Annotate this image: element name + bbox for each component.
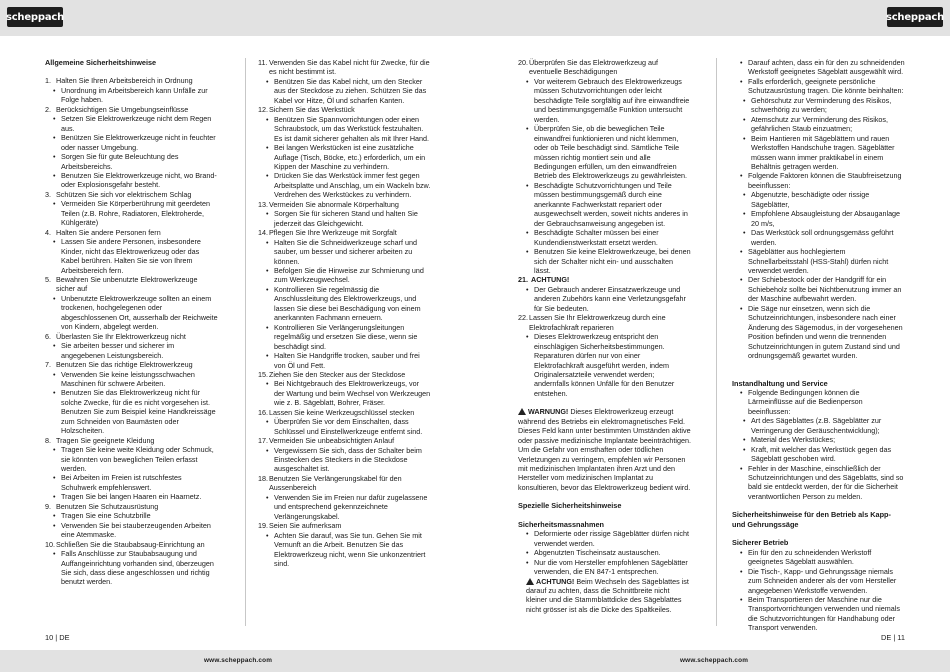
item-text: Beschädigte Schutzvorrichtungen und Teile müssen bestimmungsgemäß durch eine anerkannte Fachwerkstatt repariert oder ausgewechselt werden, soweit nichts anderes in der Gebrauchsanweisung angegeben ist.: [534, 180, 688, 228]
item-marker: •: [266, 445, 269, 455]
item-marker: 11.: [258, 58, 268, 67]
item-marker: 16.: [258, 407, 268, 417]
item-text: Lassen Sie Ihr Elektrowerkzeug durch eine Elektrofachkraft reparieren: [529, 313, 666, 332]
item-marker: •: [53, 341, 56, 351]
numbered-item: [518, 58, 691, 77]
item-marker: 5.: [45, 274, 51, 284]
numbered-item: [258, 474, 431, 493]
bullet-item: [732, 134, 905, 172]
item-marker: •: [740, 171, 743, 181]
subsection-heading: Sicherer Betrieb: [732, 538, 789, 548]
item-text: Die Säge nur einsetzen, wenn sich die Schutzeinrichtungen, insbesondere nach einer Änderung des Sägemodus, in der vorgesehenen Position befinden und wenn die trennenden Schutzeinrichtungen in gutem Zustand sind und ordnungsgemäß gewartet wurden.: [748, 303, 903, 361]
item-marker: •: [53, 237, 56, 247]
item-marker: •: [266, 143, 269, 153]
item-marker: •: [740, 76, 743, 86]
item-text: Verwenden Sie keine leistungsschwachen Maschinen für schwere Arbeiten.: [61, 369, 195, 388]
item-marker: •: [266, 322, 269, 332]
bullet-item: [45, 388, 218, 435]
item-text: Vermeiden Sie Körperberührung mit geerdeten Teilen (z.B. Rohre, Radiatoren, Elektroherde, Kühlgeräte): [61, 199, 211, 228]
achtung-label: ACHTUNG!: [536, 576, 575, 586]
bullet-item: [45, 492, 218, 501]
bullet-item: [258, 285, 431, 323]
item-marker: 3.: [45, 189, 51, 199]
item-marker: •: [526, 548, 529, 558]
item-text: Kraft, mit welcher das Werkstück gegen das Sägeblatt geschoben wird.: [751, 444, 892, 464]
item-marker: •: [743, 444, 746, 454]
bullet-item: [45, 511, 218, 520]
item-marker: •: [53, 511, 56, 521]
numbered-item: [258, 105, 431, 114]
bullet-item: [732, 228, 905, 247]
item-text: Halten Sie andere Personen fern: [56, 227, 161, 237]
bullet-item: [45, 171, 218, 190]
brand-logo-right: scheppach: [887, 7, 943, 27]
item-marker: •: [740, 275, 743, 285]
item-marker: •: [53, 520, 56, 530]
bullet-item: [258, 323, 431, 351]
column-2: [258, 58, 431, 568]
item-marker: 20.: [518, 58, 528, 67]
item-text: Unbenutzte Elektrowerkzeuge sollten an einem trockenen, hochgelegenen oder abgeschlossenen Ort, ausserhalb der Reichweite von Kindern, abgelegt werden.: [61, 293, 218, 332]
bullet-item: [258, 238, 431, 266]
bullet-item: [258, 209, 431, 228]
bullet-item: [45, 521, 218, 540]
item-marker: •: [266, 114, 269, 124]
bullet-item: [518, 247, 691, 275]
item-marker: 17.: [258, 436, 268, 446]
item-marker: 7.: [45, 360, 51, 370]
item-text: Benutzen Sie Verlängerungskabel für den Aussenbereich: [269, 473, 402, 493]
item-text: Abgenutzten Tischeinsatz austauschen.: [534, 548, 661, 558]
item-text: Falls erforderlich, geeignete persönliche Schutzausrüstung tragen. Die könnte beinhalten:: [748, 76, 904, 96]
item-marker: •: [526, 332, 529, 342]
item-text: Benutzen Sie das richtige Elektrowerkzeug: [56, 360, 193, 370]
item-text: Vergewissern Sie sich, dass der Schalter beim Einstecken des Steckers in die Steckdose ausgeschaltet ist.: [274, 445, 422, 474]
bullet-item: [732, 77, 905, 96]
item-text: Abgenutzte, beschädigte oder rissige Sägeblätter,: [751, 190, 870, 209]
item-text: Sägeblätter aus hochlegiertem Schnellarbeitsstahl (HSS-Stahl) dürfen nicht verwendet werden.: [748, 247, 889, 275]
item-text: Vor weiterem Gebrauch des Elektrowerkzeugs müssen Schutzvorrichtungen oder leicht beschädigte Teile sorgfältig auf ihre einwandfreie und bestimmungsgemäße Funktion untersucht werden.: [534, 76, 690, 124]
item-marker: 2.: [45, 104, 51, 114]
column-divider: [245, 58, 246, 626]
warning-paragraph: [518, 407, 691, 492]
item-marker: •: [740, 58, 743, 67]
item-marker: 21.: [518, 275, 528, 285]
item-marker: •: [743, 190, 746, 200]
item-marker: •: [53, 473, 56, 483]
brand-logo-left: scheppach: [7, 7, 63, 27]
bullet-item: [258, 417, 431, 436]
bullet-item: [732, 58, 905, 77]
item-marker: •: [266, 237, 269, 247]
item-marker: •: [740, 463, 743, 473]
bullet-item: [258, 143, 431, 171]
item-text: Benützen Sie Elektrowerkzeuge nicht in feuchter oder nasser Umgebung.: [61, 133, 216, 152]
item-marker: •: [53, 445, 56, 455]
bullet-item: [258, 351, 431, 370]
item-text: Dieses Elektrowerkzeug entspricht den einschlägigen Sicherheitsbestimmungen. Reparaturen dürfen nur von einer Elektrofachkraft ausgeführt werden, indem Originalersatzteile verwendet werden; andernfalls können Unfälle für den Benutzer entstehen.: [534, 332, 675, 398]
item-marker: •: [53, 293, 56, 303]
item-text: Setzen Sie Elektrowerkzeuge nicht dem Regen aus.: [61, 114, 212, 133]
bullet-item: [732, 115, 905, 134]
item-text: Drücken Sie das Werkstück immer fest gegen Arbeitsplatte und Anschlag, um ein Wackeln bzw. Verdrehen des Werkstückes zu verhindern.: [274, 171, 431, 200]
item-text: Halten Sie die Schneidwerkzeuge scharf und sauber, um besser und sicherer arbeiten zu können.: [274, 237, 418, 266]
item-text: Beschädigte Schalter müssen bei einer Kundendienstwerkstatt ersetzt werden.: [534, 228, 659, 247]
item-text: Folgende Faktoren können die Staubfreisetzung beeinflussen:: [748, 171, 902, 190]
achtung-paragraph: [518, 577, 691, 615]
bullet-item: [45, 473, 218, 492]
bullet-item: [45, 445, 218, 473]
subsection-heading: Sicherheitsmassnahmen: [518, 519, 604, 529]
numbered-item: [45, 275, 218, 294]
item-marker: •: [53, 133, 56, 143]
item-text: Atemschutz zur Verminderung des Risikos, gefährlichen Staub einzuatmen;: [751, 114, 889, 134]
item-text: Tragen Sie keine weite Kleidung oder Schmuck, sie könnten von beweglichen Teilen erfasst werden.: [61, 445, 214, 474]
bullet-item: [45, 341, 218, 360]
item-text: Darauf achten, dass ein für den zu schneidenden Werkstoff geeignetes Sägeblatt ausgewählt wird.: [748, 58, 905, 77]
item-text: Das Werkstück soll ordnungsgemäss geführt werden.: [751, 228, 894, 247]
item-text: Befolgen Sie die Hinweise zur Schmierung und zum Werkzeugwechsel.: [274, 265, 424, 285]
bullet-item: [518, 285, 691, 313]
bullet-item: [732, 464, 905, 502]
item-marker: •: [740, 547, 743, 557]
bullet-item: [518, 558, 691, 577]
bullet-item: [258, 266, 431, 285]
item-marker: •: [266, 351, 269, 361]
bullet-item: [45, 370, 218, 389]
bullet-item: [732, 435, 905, 444]
numbered-item: [258, 521, 431, 530]
item-marker: •: [53, 549, 56, 559]
item-text: Sorgen Sie für sicheren Stand und halten Sie jederzeit das Gleichgewicht.: [274, 209, 418, 228]
bullet-item: [732, 275, 905, 303]
item-marker: •: [743, 133, 746, 143]
section-heading: Sicherheitshinweise für den Betrieb als Kapp- und Gehrungssäge: [732, 510, 891, 529]
item-marker: 1.: [45, 76, 51, 86]
item-marker: •: [266, 265, 269, 275]
item-text: Sie arbeiten besser und sicherer im angegebenen Leistungsbereich.: [61, 341, 175, 360]
item-text: Unordnung im Arbeitsbereich kann Unfälle zur Folge haben.: [61, 85, 208, 105]
column-3: [518, 58, 691, 614]
item-text: Benutzen Sie Schutzausrüstung: [56, 501, 159, 511]
numbered-item: [45, 502, 218, 511]
item-text: Fehler in der Maschine, einschließlich der Schutzeinrichtungen und des Sägeblatts, sind so bald sie entdeckt werden, der für die Sicherheit verantwortlichen Person zu melden.: [748, 463, 904, 501]
item-marker: •: [740, 566, 743, 576]
item-text: Verwenden Sie bei stauberzeugenden Arbeiten eine Atemmaske.: [61, 520, 211, 540]
item-text: Verwenden Sie das Kabel nicht für Zwecke, für die es nicht bestimmt ist.: [269, 58, 430, 77]
item-marker: •: [740, 595, 743, 605]
item-marker: •: [53, 152, 56, 162]
bullet-item: [518, 228, 691, 247]
item-marker: •: [53, 199, 56, 209]
numbered-item: [258, 200, 431, 209]
numbered-item: [45, 436, 218, 445]
item-marker: •: [526, 180, 529, 190]
item-text: Tragen Sie geeignete Kleidung: [56, 435, 155, 445]
item-text: Bei Arbeiten im Freien ist rutschfestes Schuhwerk empfehlenswert.: [61, 473, 182, 492]
item-marker: 6.: [45, 331, 51, 341]
item-text: Kontrollieren Sie regelmässig die Anschlussleitung des Elektrowerkzeugs, und lassen Sie diese bei Beschädigung von einem anerkannten Fachmann erneuern.: [274, 284, 421, 323]
bullet-item: [732, 304, 905, 361]
item-text: Vermeiden Sie unbeabsichtigten Anlauf: [269, 436, 395, 446]
item-marker: •: [743, 416, 746, 426]
numbered-item: [258, 228, 431, 237]
numbered-item: [45, 360, 218, 369]
item-marker: 13.: [258, 199, 268, 209]
item-marker: •: [526, 76, 529, 86]
item-text: Benutzen Sie Elektrowerkzeuge nicht, wo Brand- oder Explosionsgefahr besteht.: [61, 170, 217, 190]
item-text: Überprüfen Sie, ob die beweglichen Teile einwandfrei funktionieren und nicht klemmen, oder ob Teile beschädigt sind. Sämtliche Teile müssen richtig montiert sein und alle Bedingungen erfüllen, um den einwandfreien Betrieb des Elektrowerkzeugs zu gewährleisten.: [534, 124, 688, 181]
item-marker: •: [53, 85, 56, 95]
item-text: Schützen Sie sich vor elektrischem Schlag: [56, 189, 192, 199]
numbered-item: [258, 408, 431, 417]
item-text: Bewahren Sie unbenutzte Elektrowerkzeuge sicher auf: [56, 274, 198, 294]
numbered-item: [258, 58, 431, 77]
item-text: Bei langen Werkstücken ist eine zusätzliche Auflage (Tisch, Böcke, etc.) erforderlich, um ein Kippen der Maschine zu verhindern.: [274, 143, 426, 171]
item-marker: •: [266, 530, 269, 540]
warning-icon: [526, 578, 534, 585]
column-divider: [716, 58, 717, 626]
bullet-item: [732, 416, 905, 435]
item-marker: •: [740, 247, 743, 257]
column-4: [732, 58, 905, 633]
item-text: Der Schiebestock oder der Handgriff für ein Schiebeholz sollte bei Nichtbenutzung immer an der Maschine aufbewahrt werden.: [748, 275, 902, 304]
section-heading: Instandhaltung und Service: [732, 378, 828, 388]
item-marker: •: [53, 369, 56, 379]
item-text: Sichern Sie das Werkstück: [269, 105, 355, 115]
item-text: Benützen Sie Spannvorrichtungen oder einen Schraubstock, um das Werkstück festzuhalten. Es ist damit sicherer gehalten als mit Ihrer Hand.: [274, 114, 429, 143]
item-text: Halten Sie Ihren Arbeitsbereich in Ordnung: [56, 76, 193, 86]
item-text: Achten Sie darauf, was Sie tun. Gehen Sie mit Vernunft an die Arbeit. Benutzen Sie das Elektrowerkzeug nicht, wenn Sie unkonzentriert sind.: [274, 530, 426, 569]
item-text: Seien Sie aufmerksam: [269, 521, 342, 531]
footer-bar: [0, 650, 950, 672]
item-text: Empfohlene Absaugleistung der Absauganlage 20 m/s,: [751, 209, 901, 228]
item-marker: •: [526, 228, 529, 238]
item-text: Material des Werkstückes;: [751, 435, 836, 445]
bullet-item: [732, 209, 905, 228]
bullet-item: [258, 171, 431, 199]
item-text: Ziehen Sie den Stecker aus der Steckdose: [269, 369, 406, 379]
item-marker: •: [526, 529, 529, 539]
item-marker: •: [743, 209, 746, 219]
item-marker: •: [740, 387, 743, 397]
footer-url-left: www.scheppach.com: [204, 657, 273, 664]
numbered-item: [258, 370, 431, 379]
item-text: Vermeiden Sie abnormale Körperhaltung: [269, 199, 399, 209]
item-text: Ein für den zu schneidenden Werkstoff geeignetes Sägeblatt auswählen.: [748, 547, 872, 567]
item-marker: 18.: [258, 473, 268, 483]
section-heading: Allgemeine Sicherheitshinweise: [45, 58, 157, 67]
bullet-item: [258, 379, 431, 407]
item-text: Berücksichtigen Sie Umgebungseinflüsse: [56, 104, 189, 114]
item-text: Beim Transportieren der Maschine nur die Transportvorrichtungen verwenden und niemals die Schutzvorrichtungen für Handhabung oder Transport verwenden.: [748, 595, 900, 633]
item-text: Verwenden Sie im Freien nur dafür zugelassene und entsprechend gekennzeichnete Verlängerungskabel.: [274, 492, 428, 521]
item-marker: 8.: [45, 435, 51, 445]
item-text: Lassen Sie keine Werkzeugschlüssel stecken: [269, 407, 415, 417]
item-marker: •: [53, 114, 56, 124]
item-marker: •: [743, 435, 746, 445]
bullet-item: [518, 181, 691, 228]
bullet-item: [732, 388, 905, 416]
bullet-item: [45, 294, 218, 332]
item-text: Deformierte oder rissige Sägeblätter dürfen nicht verwendet werden.: [534, 529, 690, 548]
item-marker: •: [743, 228, 746, 238]
bullet-item: [518, 124, 691, 181]
item-marker: •: [740, 303, 743, 313]
item-marker: •: [743, 114, 746, 124]
item-marker: 14.: [258, 228, 268, 238]
item-text: Pflegen Sie Ihre Werkzeuge mit Sorgfalt: [269, 228, 397, 238]
item-text: Überprüfen Sie vor dem Einschalten, dass Schlüssel und Einstellwerkzeuge entfernt sind.: [274, 417, 423, 436]
item-text: ACHTUNG!: [531, 275, 570, 285]
item-text: Folgende Bedingungen können die Lärmeinflüsse auf die Bedienperson beeinflussen:: [748, 387, 863, 416]
numbered-item: [45, 105, 218, 114]
bullet-item: [732, 445, 905, 464]
item-marker: •: [526, 124, 529, 134]
bullet-item: [518, 332, 691, 398]
page-number-right: DE | 11: [881, 633, 905, 642]
item-text: Art des Sägeblattes (z.B. Sägeblätter zur Verringerung der Geräuschentwicklung);: [751, 416, 882, 435]
bullet-item: [732, 171, 905, 190]
item-text: Gehörschutz zur Verminderung des Risikos, schwerhörig zu werden;: [751, 95, 892, 115]
bullet-item: [258, 493, 431, 521]
column-1: [45, 58, 218, 587]
bullet-item: [45, 152, 218, 171]
bullet-item: [45, 114, 218, 133]
bullet-item: [518, 77, 691, 124]
bullet-item: [518, 548, 691, 557]
item-text: Halten Sie Handgriffe trocken, sauber und frei von Öl und Fett.: [274, 351, 420, 370]
item-marker: •: [526, 284, 529, 294]
item-marker: •: [53, 170, 56, 180]
warning-icon: [518, 408, 526, 415]
bullet-item: [45, 86, 218, 105]
item-text: Sorgen Sie für gute Beleuchtung des Arbeitsbereichs.: [61, 152, 179, 171]
numbered-item: [45, 332, 218, 341]
item-marker: 12.: [258, 105, 268, 115]
item-text: Kontrollieren Sie Verlängerungsleitungen regelmäßig und ersetzen Sie diese, wenn sie beschädigt sind.: [274, 322, 418, 351]
item-text: Beim Hantieren mit Sägeblättern und rauen Werkstoffen Handschuhe tragen. Sägeblätter müssen wann immer praktikabel in einem Behältnis getragen werden.: [751, 133, 895, 171]
bullet-item: [258, 446, 431, 474]
warning-text: Dieses Elektrowerkzeug erzeugt während des Betriebs ein elektromagnetisches Feld. Dieses Feld kann unter bestimmten Umständen aktive oder passive medizinische Implantate beeinträchtigen. Um die Gefahr von ernsthaften oder tödlichen Verletzungen zu verringern, empfehlen wir Personen mit medizinischen Implantaten ihren Arzt und den Hersteller vom medizinischen Implantat zu konsultieren, bevor das Elektrowerkzeug bedient wird.: [518, 407, 691, 492]
bullet-item: [45, 199, 218, 227]
item-text: Lassen Sie andere Personen, insbesondere Kinder, nicht das Elektrowerkzeug oder das Kabel berühren. Halten Sie sie von Ihrem Arbeitsbereich fern.: [61, 237, 201, 275]
item-text: Bei Nichtgebrauch des Elektrowerkzeugs, vor der Wartung und beim Wechsel von Werkzeugen wie z. B. Sägeblatt, Bohrer, Fräser.: [274, 379, 431, 408]
item-text: Benutzen Sie keine Elektrowerkzeuge, bei denen sich der Schalter nicht ein- und ausschalten lässt.: [534, 247, 691, 275]
warning-label: WARNUNG!: [528, 407, 569, 417]
bullet-item: [45, 549, 218, 587]
item-text: Tragen Sie eine Schutzbrille: [61, 511, 151, 521]
item-text: Tragen Sie bei langen Haaren ein Haarnetz.: [61, 492, 202, 502]
item-marker: •: [266, 76, 269, 86]
item-marker: •: [53, 388, 56, 398]
bullet-item: [258, 115, 431, 143]
section-heading: Spezielle Sicherheitshinweise: [518, 501, 622, 511]
bullet-item: [732, 247, 905, 275]
bullet-item: [258, 531, 431, 569]
numbered-item: [45, 76, 218, 85]
item-text: Falls Anschlüsse zur Staubabsaugung und Auffangeinrichtung vorhanden sind, überzeugen Sie sich, dass diese angeschlossen und richtig benutzt werden.: [61, 549, 214, 587]
numbered-item: [258, 436, 431, 445]
bullet-item: [732, 96, 905, 115]
numbered-item: [518, 313, 691, 332]
numbered-item: [45, 228, 218, 237]
numbered-item: [45, 190, 218, 199]
item-marker: 22.: [518, 313, 528, 323]
item-marker: 15.: [258, 369, 268, 379]
item-marker: 19.: [258, 521, 268, 531]
bullet-item: [518, 529, 691, 548]
bullet-item: [732, 567, 905, 595]
item-marker: 9.: [45, 501, 51, 511]
item-text: Überlasten Sie Ihr Elektrowerkzeug nicht: [56, 331, 186, 341]
bullet-item: [258, 77, 431, 105]
header-bar: [0, 0, 950, 36]
item-text: Der Gebrauch anderer Einsatzwerkzeuge und anderen Zubehörs kann eine Verletzungsgefahr für Sie bedeuten.: [534, 284, 686, 313]
bullet-item: [732, 548, 905, 567]
bullet-item: [732, 595, 905, 633]
item-marker: 4.: [45, 227, 51, 237]
item-text: Überprüfen Sie das Elektrowerkzeug auf eventuelle Beschädigungen: [529, 58, 659, 77]
item-text: Die Tisch-, Kapp- und Gehrungssäge niemals zum Schneiden anderer als der vom Hersteller angegebenen Werkstoffe verwenden.: [748, 566, 897, 595]
item-marker: •: [743, 95, 746, 105]
item-marker: •: [266, 379, 269, 389]
item-text: Benützen Sie das Kabel nicht, um den Stecker aus der Steckdose zu ziehen. Schützen Sie das Kabel vor Hitze, Öl und scharfen Kanten.: [274, 76, 427, 105]
item-marker: •: [526, 247, 529, 257]
bullet-item: [45, 133, 218, 152]
item-marker: •: [266, 284, 269, 294]
bullet-item: [732, 190, 905, 209]
achtung-text: Beim Wechseln des Sägeblattes ist darauf zu achten, dass die Schnittbreite nicht kleiner und die Stammblattdicke des Sägeblattes nicht grösser ist als die Dicke des Spaltkeiles.: [526, 576, 689, 614]
numbered-item: [518, 275, 691, 284]
item-marker: •: [266, 492, 269, 502]
item-text: Schließen Sie die Staubabsaug-Einrichtung an: [56, 539, 205, 549]
bullet-item: [45, 237, 218, 275]
footer-url-right: www.scheppach.com: [680, 657, 749, 664]
item-marker: 10.: [45, 539, 55, 549]
item-marker: •: [53, 492, 56, 502]
item-marker: •: [266, 209, 269, 219]
item-marker: •: [526, 557, 529, 567]
item-text: Benutzen Sie das Elektrowerkzeug nicht für solche Zwecke, für die es nicht vorgesehen ist. Benutzen Sie zum Beispiel keine Handkreissäge zum Schneiden von Baumästen oder Holzscheiten.: [61, 388, 216, 436]
numbered-item: [45, 540, 218, 549]
item-marker: •: [266, 171, 269, 181]
page-number-left: 10 | DE: [45, 633, 70, 642]
item-marker: •: [266, 417, 269, 427]
item-text: Nur die vom Hersteller empfohlenen Sägeblätter verwenden, die EN 847-1 entsprechen.: [534, 557, 688, 577]
